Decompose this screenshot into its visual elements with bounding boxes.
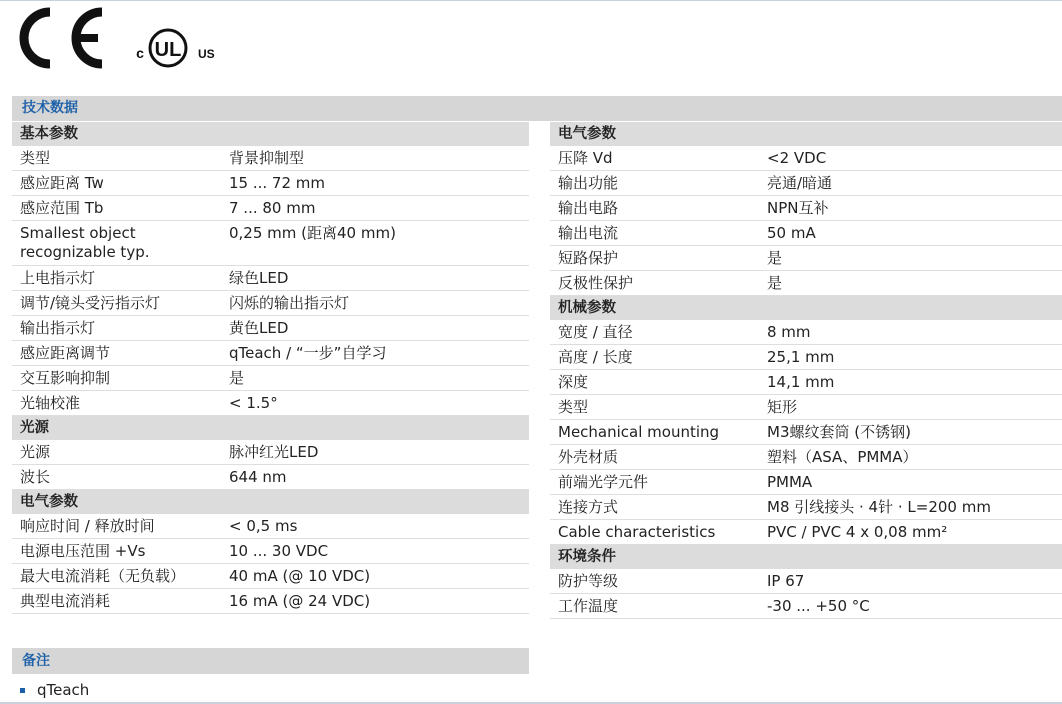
spec-row bbox=[12, 589, 529, 614]
spec-label: 类型 bbox=[20, 149, 51, 167]
spec-label: 输出电路 bbox=[558, 199, 619, 217]
spec-row bbox=[550, 395, 1062, 420]
spec-row bbox=[550, 345, 1062, 370]
spec-row bbox=[550, 594, 1062, 619]
notes-header bbox=[12, 648, 529, 674]
note-item bbox=[20, 681, 89, 699]
spec-label: 感应范围 Tb bbox=[20, 199, 104, 217]
spec-value: 是 bbox=[767, 274, 783, 292]
spec-row bbox=[12, 221, 529, 266]
spec-value: 是 bbox=[229, 369, 245, 387]
spec-label: 高度 / 长度 bbox=[558, 348, 633, 366]
spec-value: < 0,5 ms bbox=[229, 517, 298, 535]
tech-data-title: 技术数据 bbox=[22, 100, 78, 116]
spec-value: NPN互补 bbox=[767, 199, 829, 217]
spec-row bbox=[12, 391, 529, 416]
spec-label: 输出指示灯 bbox=[20, 319, 96, 337]
spec-label: Cable characteristics bbox=[558, 523, 716, 541]
spec-value: PMMA bbox=[767, 473, 813, 491]
spec-label: Mechanical mounting bbox=[558, 423, 720, 441]
spec-row bbox=[12, 196, 529, 221]
spec-row bbox=[12, 316, 529, 341]
spec-row bbox=[550, 470, 1062, 495]
ul-mark-text: UL bbox=[154, 39, 182, 61]
spec-value: 14,1 mm bbox=[767, 373, 835, 391]
spec-label: 最大电流消耗（无负载） bbox=[20, 567, 186, 585]
ul-us-text: US bbox=[198, 47, 215, 61]
spec-value: 25,1 mm bbox=[767, 348, 835, 366]
spec-row bbox=[550, 495, 1062, 520]
ce-c-glyph bbox=[24, 12, 50, 64]
spec-value: 矩形 bbox=[767, 398, 798, 416]
spec-row bbox=[550, 146, 1062, 171]
spec-label: 输出功能 bbox=[558, 174, 619, 192]
spec-row bbox=[12, 539, 529, 564]
spec-label: 压降 Vd bbox=[558, 149, 613, 167]
spec-value: M3螺纹套筒 (不锈钢) bbox=[767, 423, 911, 441]
spec-label: 输出电流 bbox=[558, 224, 619, 242]
spec-label: 感应距离调节 bbox=[20, 344, 111, 362]
spec-value: 50 mA bbox=[767, 224, 816, 242]
ul-c-text: c bbox=[136, 45, 144, 61]
spec-label: 波长 bbox=[20, 468, 51, 486]
left-spec-column bbox=[12, 122, 529, 614]
tech-data-header bbox=[12, 96, 1062, 121]
spec-row bbox=[550, 320, 1062, 345]
spec-label: 短路保护 bbox=[558, 249, 619, 267]
spec-value: M8 引线接头 · 4针 · L=200 mm bbox=[767, 498, 991, 516]
spec-value: 亮通/暗通 bbox=[767, 174, 833, 192]
spec-row bbox=[12, 171, 529, 196]
top-border bbox=[0, 0, 1062, 1]
ce-e-bar bbox=[72, 34, 98, 42]
spec-label: 外壳材质 bbox=[558, 448, 619, 466]
spec-value: 16 mA (@ 24 VDC) bbox=[229, 592, 371, 610]
spec-row bbox=[550, 520, 1062, 545]
spec-label: 反极性保护 bbox=[558, 274, 634, 292]
spec-row bbox=[12, 146, 529, 171]
spec-value: PVC / PVC 4 x 0,08 mm² bbox=[767, 523, 948, 541]
certification-logos bbox=[10, 4, 220, 72]
spec-value: 塑料（ASA、PMMA） bbox=[767, 448, 918, 466]
spec-value: 15 ... 72 mm bbox=[229, 174, 326, 192]
group-header: 电气参数 bbox=[550, 122, 1062, 146]
group-header: 光源 bbox=[12, 416, 529, 440]
spec-value: 8 mm bbox=[767, 323, 811, 341]
spec-row bbox=[550, 221, 1062, 246]
note-text: qTeach bbox=[37, 681, 90, 699]
spec-value: 是 bbox=[767, 249, 783, 267]
spec-label: 连接方式 bbox=[558, 498, 619, 516]
spec-row bbox=[550, 246, 1062, 271]
spec-label: 工作温度 bbox=[558, 597, 619, 615]
spec-value: -30 ... +50 °C bbox=[767, 597, 870, 615]
spec-row bbox=[12, 366, 529, 391]
group-header: 环境条件 bbox=[550, 545, 1062, 569]
spec-label: 防护等级 bbox=[558, 572, 619, 590]
spec-label: 前端光学元件 bbox=[558, 473, 649, 491]
spec-value: 背景抑制型 bbox=[229, 149, 305, 167]
spec-value: 绿色LED bbox=[229, 269, 289, 287]
right-spec-column bbox=[550, 122, 1062, 619]
spec-value: 黄色LED bbox=[229, 319, 289, 337]
spec-label: 上电指示灯 bbox=[20, 269, 96, 287]
spec-row bbox=[12, 514, 529, 539]
spec-row bbox=[550, 171, 1062, 196]
spec-row bbox=[550, 569, 1062, 594]
spec-label: 调节/镜头受污指示灯 bbox=[20, 294, 161, 312]
spec-row bbox=[12, 564, 529, 589]
spec-label: 交互影响抑制 bbox=[20, 369, 111, 387]
spec-label: 电源电压范围 +Vs bbox=[20, 542, 146, 560]
spec-row bbox=[12, 291, 529, 316]
spec-label: 宽度 / 直径 bbox=[558, 323, 633, 341]
bullet-icon bbox=[20, 688, 25, 693]
spec-label: 感应距离 Tw bbox=[20, 174, 104, 192]
spec-value: 644 nm bbox=[229, 468, 287, 486]
spec-row bbox=[12, 341, 529, 366]
spec-row bbox=[12, 465, 529, 490]
group-header: 基本参数 bbox=[12, 122, 529, 146]
spec-value: IP 67 bbox=[767, 572, 805, 590]
group-header: 机械参数 bbox=[550, 296, 1062, 320]
ce-ul-logo bbox=[10, 4, 220, 72]
spec-row bbox=[550, 271, 1062, 296]
spec-label: 光轴校准 bbox=[20, 394, 81, 412]
notes-title: 备注 bbox=[22, 653, 50, 669]
spec-row bbox=[550, 445, 1062, 470]
spec-row bbox=[550, 370, 1062, 395]
spec-value: 10 ... 30 VDC bbox=[229, 542, 329, 560]
spec-row bbox=[12, 266, 529, 291]
spec-value: qTeach / “一步”自学习 bbox=[229, 344, 387, 362]
spec-label: 响应时间 / 释放时间 bbox=[20, 517, 155, 535]
spec-row bbox=[12, 440, 529, 465]
spec-value: 40 mA (@ 10 VDC) bbox=[229, 567, 371, 585]
spec-label: 光源 bbox=[20, 443, 51, 461]
spec-value: <2 VDC bbox=[767, 149, 827, 167]
spec-value: 脉冲红光LED bbox=[229, 443, 319, 461]
spec-value: 0,25 mm (距离40 mm) bbox=[229, 224, 396, 242]
spec-label: Smallest object recognizable typ. bbox=[20, 224, 150, 261]
spec-row bbox=[550, 196, 1062, 221]
spec-value: 闪烁的输出指示灯 bbox=[229, 294, 350, 312]
spec-value: < 1.5° bbox=[229, 394, 278, 412]
spec-label: 深度 bbox=[558, 373, 589, 391]
spec-label: 典型电流消耗 bbox=[20, 592, 111, 610]
spec-value: 7 ... 80 mm bbox=[229, 199, 316, 217]
group-header: 电气参数 bbox=[12, 490, 529, 514]
spec-row bbox=[550, 420, 1062, 445]
spec-label: 类型 bbox=[558, 398, 589, 416]
